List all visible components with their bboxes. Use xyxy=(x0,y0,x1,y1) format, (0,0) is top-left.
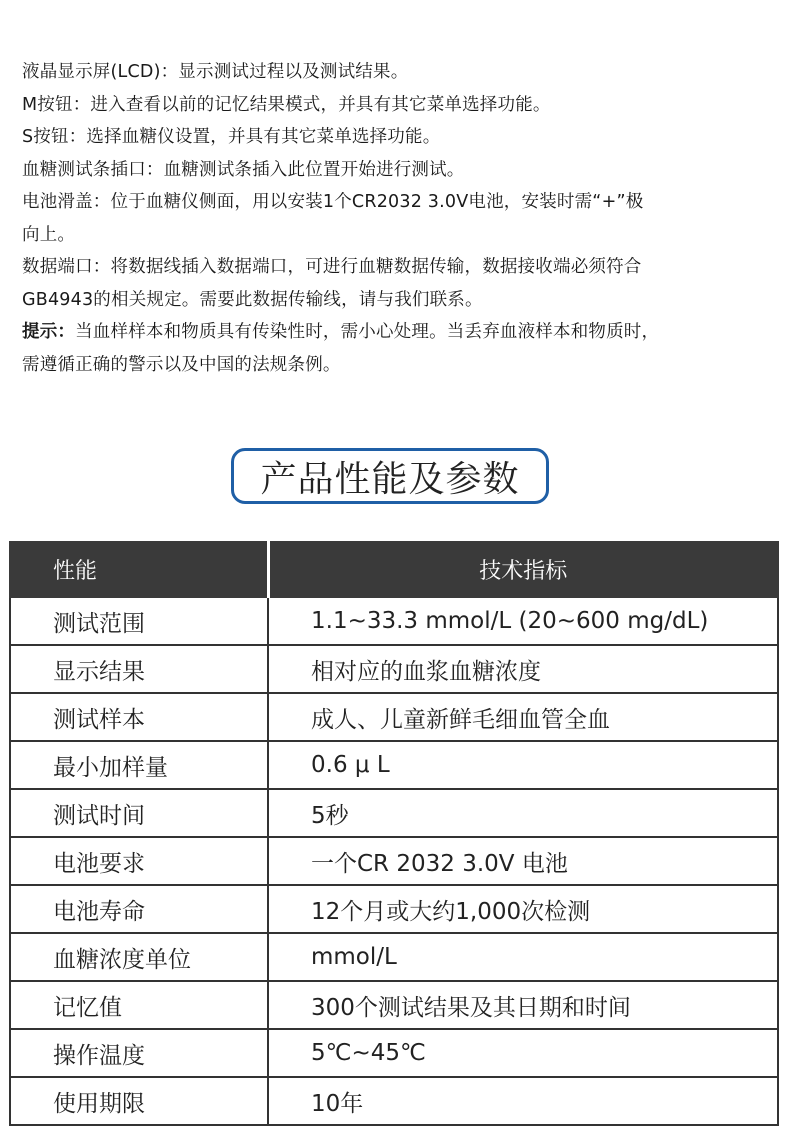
desc-line-battery: 电池滑盖：位于血糖仪侧面，用以安装1个CR2032 3.0V电池，安装时需“+”极 xyxy=(22,192,644,212)
header-performance: 性能 xyxy=(10,542,268,597)
row-value: 10年 xyxy=(268,1077,778,1125)
description-block xyxy=(22,56,772,381)
table-row xyxy=(10,933,778,981)
row-value: mmol/L xyxy=(268,933,778,981)
table-row xyxy=(10,597,778,645)
tip-label: 提示： xyxy=(22,322,76,342)
desc-line-strip-port: 血糖测试条插口：血糖测试条插入此位置开始进行测试。 xyxy=(22,159,465,180)
row-value: 5℃~45℃ xyxy=(268,1029,778,1077)
row-value: 12个月或大约1,000次检测 xyxy=(268,885,778,933)
desc-line-lcd: 液晶显示屏(LCD)：显示测试过程以及测试结果。 xyxy=(22,62,409,82)
row-key: 血糖浓度单位 xyxy=(10,933,268,981)
row-key: 使用期限 xyxy=(10,1077,268,1125)
desc-line-m-button: M按钮：进入查看以前的记忆结果模式，并具有其它菜单选择功能。 xyxy=(22,94,551,115)
table-row xyxy=(10,837,778,885)
table-row xyxy=(10,981,778,1029)
table-row xyxy=(10,693,778,741)
section-title: 产品性能及参数 xyxy=(231,448,549,504)
row-key: 测试样本 xyxy=(10,693,268,741)
table-row xyxy=(10,885,778,933)
row-value: 300个测试结果及其日期和时间 xyxy=(268,981,778,1029)
row-key: 测试范围 xyxy=(10,597,268,645)
row-value: 一个CR 2032 3.0V 电池 xyxy=(268,837,778,885)
table-row xyxy=(10,789,778,837)
table-row xyxy=(10,741,778,789)
row-value: 相对应的血浆血糖浓度 xyxy=(268,645,778,693)
desc-line-s-button: S按钮：选择血糖仪设置，并具有其它菜单选择功能。 xyxy=(22,127,441,147)
row-key: 显示结果 xyxy=(10,645,268,693)
row-value: 成人、儿童新鲜毛细血管全血 xyxy=(268,693,778,741)
desc-line-data-port: 数据端口：将数据线插入数据端口，可进行血糖数据传输，数据接收端必须符合 xyxy=(22,257,642,277)
header-spec: 技术指标 xyxy=(268,542,778,597)
desc-line-battery-cont: 向上。 xyxy=(22,224,76,245)
row-key: 记忆值 xyxy=(10,981,268,1029)
row-value: 5秒 xyxy=(268,789,778,837)
table-header-row xyxy=(10,542,778,597)
row-key: 电池寿命 xyxy=(10,885,268,933)
tip-text: 当血样样本和物质具有传染性时，需小心处理。当丢弃血液样本和物质时， xyxy=(75,322,660,342)
row-key: 测试时间 xyxy=(10,789,268,837)
spec-table xyxy=(9,541,779,1126)
desc-line-tip-cont: 需遵循正确的警示以及中国的法规条例。 xyxy=(22,354,341,375)
row-key: 电池要求 xyxy=(10,837,268,885)
row-key: 操作温度 xyxy=(10,1029,268,1077)
table-row xyxy=(10,1077,778,1125)
row-value: 0.6 μ L xyxy=(268,741,778,789)
row-key: 最小加样量 xyxy=(10,741,268,789)
row-value: 1.1~33.3 mmol/L (20~600 mg/dL) xyxy=(268,597,778,645)
table-row xyxy=(10,645,778,693)
table-row xyxy=(10,1029,778,1077)
desc-line-tip xyxy=(22,316,772,349)
desc-line-data-port-cont: GB4943的相关规定。需要此数据传输线，请与我们联系。 xyxy=(22,289,483,310)
